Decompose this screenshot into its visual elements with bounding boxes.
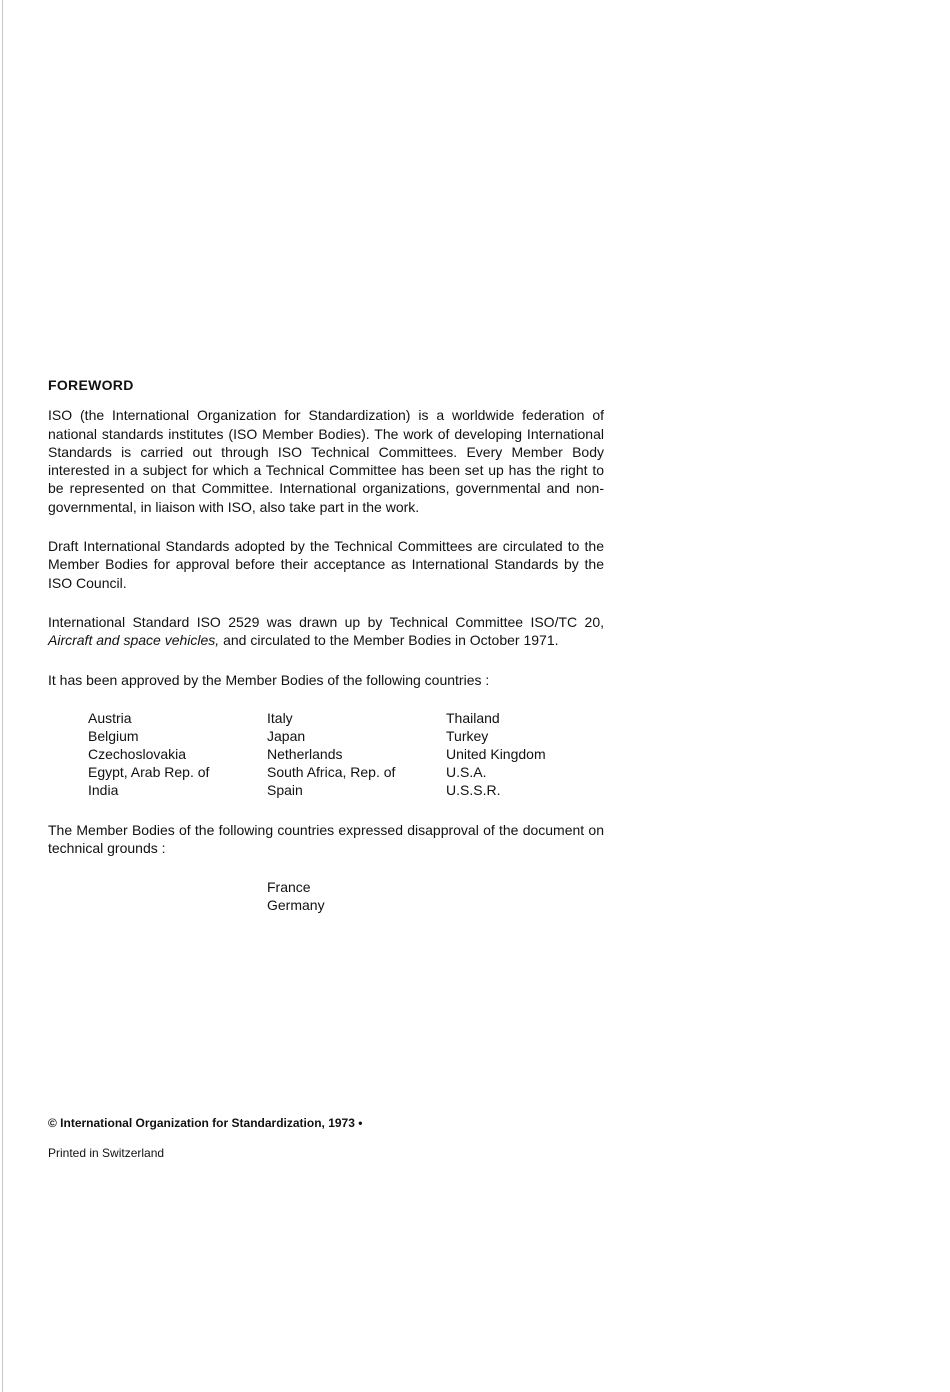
country-item: Germany [267,897,325,914]
copyright-notice: © International Organization for Standardization, 1973 • [48,1116,363,1130]
country-item: India [88,781,119,798]
country-item: Czechoslovakia [88,745,187,762]
approved-countries-column-2 [267,709,395,799]
disapproval-intro: The Member Bodies of the following countries expressed disapproval of the document on technical grounds : [48,821,604,857]
committee-title: Aircraft and space vehicles, [48,632,220,649]
approved-countries-column-3 [446,709,546,799]
country-item: Spain [267,781,303,798]
disapproval-countries [267,878,604,914]
country-item: South Africa, Rep. of [267,763,396,780]
foreword-paragraph-1: ISO (the International Organization for Standardization) is a worldwide federation of national standards institutes (ISO Member Bodies). The work of developing International Standards is carried out through ISO Technical Committees. Every Member Body interested in a subject for which a Technical Committee has been set up has the right to be represented on that Committee. International organizations, governmental and non-governmental, in liaison with ISO, also take part in the work. [48,407,604,515]
foreword-paragraph-3 [48,613,604,650]
country-item: Belgium [88,727,139,744]
paragraph-3-text-start: International Standard ISO 2529 was drawn up by Technical Committee ISO/TC 20, [48,613,604,630]
approved-intro: It has been approved by the Member Bodies of the following countries : [48,671,490,688]
page-edge [2,0,3,1392]
country-item: U.S.A. [446,763,487,780]
country-item: Austria [88,709,132,726]
country-item: Japan [267,727,306,744]
printed-location: Printed in Switzerland [48,1146,165,1160]
approved-countries-column-1 [88,709,209,799]
country-item: U.S.S.R. [446,781,501,798]
foreword-paragraph-2: Draft International Standards adopted by the Technical Committees are circulated to the Member Bodies for approval before their acceptance as International Standards by the ISO Council. [48,538,604,591]
country-item: Italy [267,709,293,726]
country-item: United Kingdom [446,745,546,762]
approved-countries [48,709,604,801]
country-item: France [267,879,311,896]
country-item: Egypt, Arab Rep. of [88,763,210,780]
country-item: Turkey [446,727,489,744]
paragraph-3-text-end: and circulated to the Member Bodies in October 1971. [219,632,559,649]
country-item: Netherlands [267,745,343,762]
country-item: Thailand [446,709,500,726]
foreword-section [48,376,604,914]
foreword-heading: FOREWORD [48,377,134,393]
